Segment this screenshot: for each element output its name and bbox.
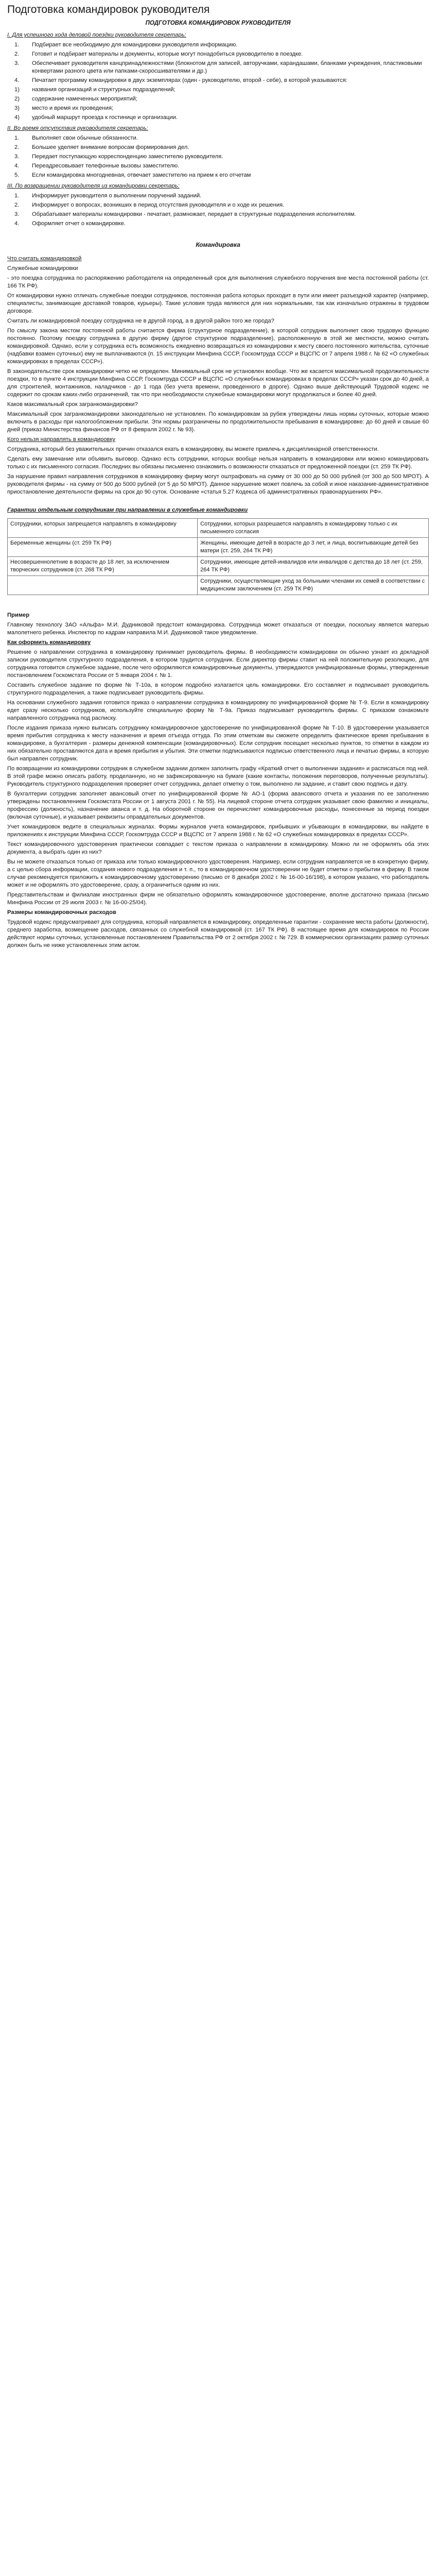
who-cannot-link[interactable]: Кого нельзя направлять в командировку <box>7 436 115 443</box>
paragraph: Вы не можете отказаться только от приказа или только командировочного удостоверения. Например, если сотрудник направляется не в конкретную фирму, а с целью сбора информации, создания нового подразделения и т. п., то в командировочном удостоверении не будет отметки о прибытии в фирму. В таком случае рекомендуется приложить к командировочному удостоверению (письмо от 8 декабря 2002 г. № 16-00-16/198), в котором указано, что работодатель может и не оформлять это удостоверение, сразу, а ограничиться одним из них. <box>7 859 429 888</box>
paragraphs-b <box>7 446 429 496</box>
list-item-text: Подбирает все необходимую для командировки руководителя информацию. <box>32 42 238 48</box>
list-item-number: 4. <box>14 163 20 169</box>
paragraph: Сотрудника, который без уважительных причин отказался ехать в командировку, вы можете привлечь к дисциплинарной ответственности. <box>7 446 379 452</box>
list-item <box>7 77 429 84</box>
paragraph: Текст командировочного удостоверения практически совпадает с текстом приказа о направлении в командировку. Можно ли не оформлять оба этих документа, а выбрать один из них? <box>7 841 429 855</box>
list-item-text: удобный маршрут проезда к гостинице и организации. <box>32 114 178 121</box>
list-item-text: Информирует руководителя о выполнении поручений заданий. <box>32 193 202 199</box>
list-item <box>7 105 429 112</box>
paragraph: Трудовой кодекс предусматривает для сотрудника, который направляется в командировку, определенные гарантии - сохранение места работы (должности), среднего заработка, возмещение расходов, связанных со служебной командировкой (ст. 167 ТК РФ). В настоящее время для командировок по России действуют нормы суточных, установленные постановлением Правительства РФ от 2 октября 2002 г. № 729. В коммерческих организациях размер суточных должен быть не ниже установленных этим актом. <box>7 919 429 948</box>
service-assignment-label: Служебные командировки <box>7 265 78 272</box>
paragraph: - это поездка сотрудника по распоряжению работодателя на определенный срок для выполнения служебного поручения вне места постоянной работы (ст. 166 ТК РФ). <box>7 275 429 289</box>
list-item-number: 5. <box>14 172 20 178</box>
list-item <box>7 144 429 151</box>
example-heading: Пример <box>7 612 30 618</box>
list-item <box>7 201 429 209</box>
list-item-number: 4. <box>14 77 20 83</box>
page-title: Подготовка командировок руководителя <box>7 4 210 15</box>
example-text: Главному технологу ЗАО «Альфа» М.И. Дудниковой предстоит командировка. Сотрудница может отказаться от поездки, поскольку является матерью малолетнего ребенка. Инспектор по кадрам направила М.И. Дудниковой такое уведомление. <box>7 622 429 636</box>
size-heading: Размеры командировочных расходов <box>7 909 116 916</box>
list-item-text: Печатает программу командировки в двух экземплярах (один - руководителю, второй - себе), в которой указываются: <box>32 77 347 83</box>
list-item-text: Обеспечивает руководителя канцпринадлежностями (блокнотом для записей, авторучками, карандашами, бланками учреждения, пластиковыми конвертами разного цвета или папками-скоросшивателями и др.) <box>32 60 422 74</box>
list-item <box>7 211 429 218</box>
list-item <box>7 95 429 103</box>
list-item-number: 1. <box>14 135 20 141</box>
list-item <box>7 162 429 170</box>
guarantee-table <box>7 518 429 595</box>
list-item-text: Обрабатывает материалы командировки - печатает, размножает, передает в структурные подразделения исполнителям. <box>32 211 356 217</box>
list-item-number: 4. <box>14 221 20 227</box>
what-is-link[interactable]: Что считать командировкой <box>7 256 82 262</box>
table-row <box>8 557 429 576</box>
paragraphs-c <box>7 649 429 907</box>
list-item-text: Большее уделяет внимание вопросам формирования дел. <box>32 144 189 150</box>
table-head-right: Сотрудники, которых разрешается направлять в командировку только с их письменного согласия <box>198 519 429 538</box>
list-item-text: Если командировка многодневная, отвечает заместителю на прием к его отчетам <box>32 172 251 178</box>
list-item-text: содержание намеченных мероприятий; <box>32 96 137 102</box>
subtitle: ПОДГОТОВКА КОМАНДИРОВОК РУКОВОДИТЕЛЯ <box>145 20 291 26</box>
table-cell-right: Сотрудники, имеющие детей-инвалидов или инвалидов с детства до 18 лет (ст. 259, 264 ТК РФ) <box>198 557 429 576</box>
list-item-number: 1) <box>14 87 20 93</box>
list-item-number: 3) <box>14 105 20 111</box>
paragraphs-a <box>7 275 429 434</box>
table-cell-right: Женщины, имеющие детей в возрасте до 3 лет, и лица, воспитывающие детей без матери (ст. 259, 264 ТК РФ) <box>198 538 429 557</box>
list-item-number: 1. <box>14 193 20 199</box>
list-item <box>7 86 429 94</box>
section2-list <box>7 134 429 179</box>
section2-heading: II. Во время отсутствия руководителя секретарь: <box>7 125 148 131</box>
list-item-text: Готовит и подбирает материалы и документы, которые могут понадобиться руководителю в поездке. <box>32 51 303 57</box>
section1-heading: I. Для успешного хода деловой поездки руководителя секретарь: <box>7 32 186 38</box>
paragraph: Представительствам и филиалам иностранных фирм не обязательно оформлять командировочное удостоверение, вполне достаточно приказа (письмо Минфина России от 29 июля 2003 г. № 16-00-25/04). <box>7 892 429 906</box>
list-item-text: место и время их проведения; <box>32 105 114 111</box>
list-item <box>7 50 429 58</box>
list-item-number: 3. <box>14 60 20 66</box>
document-page <box>0 0 436 962</box>
table-row <box>8 538 429 557</box>
paragraph: В бухгалтерии сотрудник заполняет авансовый отчет по унифицированной форме № АО-1 (форма авансового отчета и указания по ее заполнению утверждены постановлением Госкомстата России от 1 августа 2001 г. № 55). На лицевой стороне отчета сотрудник указывает свою фамилию и инициалы, профессию (должность), назначение аванса и т. д. На оборотной стороне он перечисляет командировочные расходы, понесенные за период поездки (включая суточные), и указывает реквизиты оправдательных документов. <box>7 791 429 820</box>
section3-list <box>7 192 429 228</box>
list-item <box>7 153 429 161</box>
how-to-heading[interactable]: Как оформить командировку <box>7 639 91 646</box>
list-item-text: Информирует о вопросах, возникших в период отсутствия руководителя и о ходе их решения. <box>32 202 285 208</box>
list-item <box>7 134 429 142</box>
table-cell-left: Беременные женщины (ст. 259 ТК РФ) <box>8 538 198 557</box>
paragraph: Считать ли командировкой поездку сотрудника не в другой город, а в другой район того же города? <box>7 318 274 324</box>
list-item-number: 2. <box>14 202 20 208</box>
table-cell-left: Несовершеннолетние в возрасте до 18 лет, за исключением творческих сотрудников (ст. 268 ТК РФ) <box>8 557 198 576</box>
paragraph: Учет командировок ведите в специальных журналах. Формы журналов учета командировок, прибывших и убывающих в командировки, вы найдете в приложениях к инструкции Минфина СССР, Госкомтруда СССР и ВЦСПС от 7 апреля 1988 г. № 62 «О служебных командировках в пределах СССР». <box>7 824 429 838</box>
paragraph: Решение о направлении сотрудника в командировку принимает руководитель фирмы. В необходимости командировки он обычно узнает из докладной записки руководителя структурного подразделения, в котором трудится сотрудник. Если директор фирмы ставит на ней положительную резолюцию, для сотрудника готовится служебное задание, после чего оформляются командировочные документы, утверждаются унифицированные формы, утвержденные постановлением Госкомстата России от 5 января 2004 г. № 1. <box>7 649 429 679</box>
list-item-text: Передает поступающую корреспонденцию заместителю руководителя. <box>32 154 223 160</box>
guarantee-heading: Гарантии отдельным сотрудникам при направлении в служебные командировки <box>7 507 248 513</box>
list-item <box>7 172 429 179</box>
paragraph: По смыслу закона местом постоянной работы считается фирма (структурное подразделение), в которой сотрудник выполняет свою трудовую функцию постоянно. Поэтому поездку сотрудника в другую фирму (другое структурное подразделение), расположенную в этой же местности, можно считать командировкой. Однако, если у сотрудника есть возможность ежедневно возвращаться из командировки к месту своего постоянного жительства, суточные (надбавки взамен суточных) ему не выплачиваются (п. 15 инструкции Минфина СССР, Госкомтруда СССР и ВЦСПС от 7 апреля 1988 г. № 62 «О служебных командировках в пределах СССР»). <box>7 328 429 365</box>
paragraphs-d <box>7 919 429 950</box>
list-item <box>7 60 429 75</box>
paragraph: В законодательстве срок командировки четко не определен. Минимальный срок не установлен вообще. Что же касается максимальной продолжительности поездки, то в пункте 4 инструкции Минфина СССР, Госкомтруда СССР и ВЦСПС «О служебных командировках в пределах СССР» указан срок до 40 дней, а для строителей, монтажников, наладчиков - до 1 года (без учета времени, проведенного в дороге). Однако выше действующий Трудовой кодекс не содержит по срокам каких-либо ограничений, так что при необходимости служебные командировки могут продолжаться и более 40 дней. <box>7 368 429 398</box>
paragraph: Составить служебное задание по форме № Т-10а, в котором подробно излагается цель командировки. Его составляет и подписывает руководитель структурного подразделения, а также подписывает руководитель фирмы. <box>7 682 429 696</box>
table-cell-left <box>8 576 198 595</box>
list-item-number: 2. <box>14 144 20 150</box>
paragraph: Максимальный срок загранкомандировки законодательно не установлен. По командировкам за рубеж утверждены лишь нормы суточных, которые можно включить в расходы при налогообложении прибыли. Эти нормы разграничены по продолжительности пребывания в командировке: до 60 дней и свыше 60 дней (приказ Министерства финансов РФ от 8 февраля 2002 г. № 93). <box>7 411 429 433</box>
paragraph: По возвращении из командировки сотрудник в служебном задании должен заполнить графу «Краткий отчет о выполнении задания» и расписаться под ней. В этой графе можно описать работу, проделанную, но не зафиксированную на бумаге (какие контакты, положения переговоров, полученные результаты). Руководитель структурного подразделения проверяет отчет сотрудника, делает отметку о том, выполнено ли задание, и ставит свою подпись и дату. <box>7 766 429 787</box>
paragraph: От командировки нужно отличать служебные поездки сотрудников, постоянная работа которых проходит в пути или имеет разъездной характер (например, специалисты, занимающие доставкой товаров, курьеры). Такие условия труда являются для них нормальными, так как изначально отражены в трудовом договоре. <box>7 293 429 314</box>
paragraph: После издания приказа нужно выписать сотруднику командировочное удостоверение по унифицированной форме № Т-10. В удостоверении указывается время прибытия сотрудника к месту назначения и время отъезда оттуда. По этим отметкам вы сможете определить фактическое время пребывания в командировке, а бухгалтерия - размеры денежной компенсации (командировочных). Если сотрудник посещает несколько пунктов, то отметки в каждом из них обязательно проставляются дата и время прибытия и убытия. Эти отметки подписываются подписью ответственного лица и печатью фирмы, в которую был направлен сотрудник. <box>7 725 429 762</box>
komandirovka-heading: Командировка <box>196 241 240 248</box>
list-item-text: Оформляет отчет о командировке. <box>32 221 126 227</box>
table-row <box>8 576 429 595</box>
list-item-number: 2) <box>14 96 20 102</box>
list-item <box>7 192 429 200</box>
list-item <box>7 114 429 122</box>
list-item-number: 4) <box>14 114 20 121</box>
list-item-text: Выполняет свои обычные обязанности. <box>32 135 138 141</box>
table-head-left: Сотрудники, которых запрещается направлять в командировку <box>8 519 198 538</box>
list-item-number: 3. <box>14 211 20 217</box>
list-item-text: Переадресовывает телефонные вызовы заместителю. <box>32 163 180 169</box>
paragraph: На основании служебного задания готовится приказ о направлении сотрудника в командировку по унифицированной форме № Т-9. Если в командировку едет сразу несколько сотрудников, используйте специальную форму № Т-9а. Приказ подписывает руководитель фирмы. С приказом ознакомьте направленного сотрудника под расписку. <box>7 700 429 721</box>
list-item-number: 2. <box>14 51 20 57</box>
paragraph: Каков максимальный срок загранкомандировки? <box>7 401 138 408</box>
list-item-number: 3. <box>14 154 20 160</box>
list-item <box>7 220 429 228</box>
paragraph: За нарушение правил направления сотрудников в командировку фирму могут оштрафовать на сумму от 30 000 до 50 000 рублей (от 300 до 500 МРОТ). А руководителя фирмы - на сумму от 500 до 5000 рублей (от 5 до 50 МРОТ). Данное нарушение может повлечь за собой и иное наказание-административное приостановление деятельности фирмы на срок до 90 суток. Основание «статья 5.27 Кодекса об административных правонарушениях РФ». <box>7 473 429 495</box>
list-item-number: 1. <box>14 42 20 48</box>
paragraph: Сделать ему замечание или объявить выговор. Однако есть сотрудники, которых вообще нельзя направить в командировки или можно командировать только с их письменного согласия. Последних вы обязаны письменно ознакомить о возможности отказаться от предложенной поездки (ст. 259 ТК РФ). <box>7 456 429 470</box>
table-cell-right: Сотрудники, осуществляющие уход за больными членами их семей в соответствии с медицинским заключением (ст. 259 ТК РФ) <box>198 576 429 595</box>
list-item-text: названия организаций и структурных подразделений; <box>32 87 176 93</box>
list-item <box>7 41 429 49</box>
section1-list <box>7 41 429 122</box>
section3-heading: III. По возвращении руководителя из командировки секретарь: <box>7 183 180 189</box>
